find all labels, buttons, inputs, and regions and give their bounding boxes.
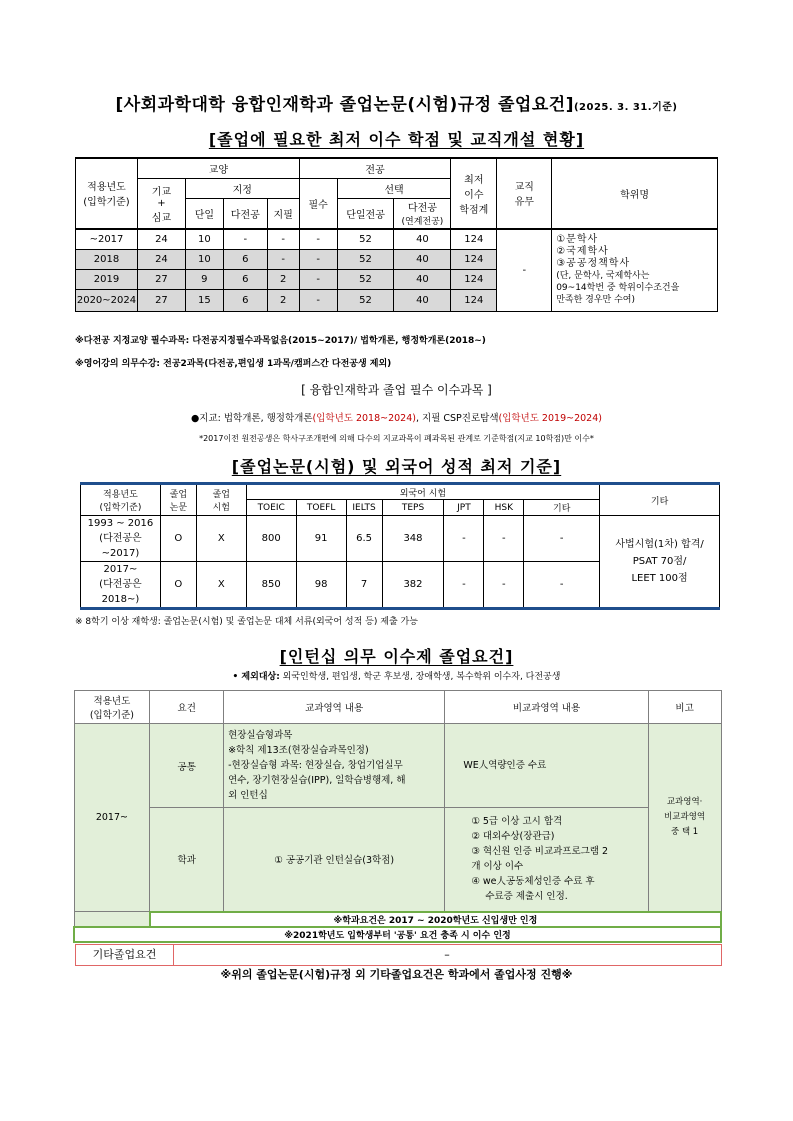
hdr-liberal: 교양 — [137, 158, 299, 179]
teaching-value: - — [497, 229, 552, 312]
hdr-basic: 기교 + 심교 — [137, 179, 185, 229]
section3-title — [0, 644, 793, 667]
section2-title — [0, 454, 793, 477]
hdr2-teps: TEPS — [382, 500, 444, 516]
hdr3-year: 적용년도 (입학기준) — [74, 691, 150, 724]
section2-title-text: [졸업논문(시험) 및 외국어 성적 최저 기준] — [231, 457, 562, 476]
hdr3-curr: 교과영역 내용 — [224, 691, 445, 724]
hdr-teaching: 교직 유무 — [497, 158, 552, 229]
hdr3-req: 요건 — [150, 691, 224, 724]
exclusion-line: • 제외대상: 외국인학생, 편입생, 학군 후보생, 장애학생, 복수학위 이수자, 다전공생 — [232, 672, 561, 682]
language-row: 1993 ~ 2016 (다전공은 ~2017) O X 800 91 6.5 348 - - - 사법시험(1차) 합격/ PSAT 70점/ LEET 100점 — [81, 516, 720, 562]
foot-common-rule: ※2021학년도 입학생부터 '공통' 요건 충족 시 이수 인정 — [74, 927, 721, 942]
required-courses-title: [ 융합인재학과 졸업 필수 이수과목 ] — [301, 383, 492, 397]
hdr2-etc: 기타 — [524, 500, 600, 516]
hdr-min-total: 최저 이수 학점계 — [451, 158, 497, 229]
language-table — [80, 482, 720, 610]
credits-row: 2020~2024 27 15 6 2 - 52 40 124 — [76, 289, 718, 311]
footer-note: ※위의 졸업논문(시험)규정 외 기타졸업요건은 학과에서 졸업사정 진행※ — [220, 968, 573, 981]
internship-year: 2017~ — [74, 724, 150, 912]
section3-title-text: [인턴십 의무 이수제 졸업요건] — [279, 647, 514, 666]
hdr3-noncurr: 비교과영역 내용 — [445, 691, 648, 724]
hdr2-other: 기타 — [600, 484, 720, 516]
required-courses-note: *2017이전 원전공생은 학사구조개편에 의해 다수의 지교과목이 폐과목된 관계로 기준학점(지교 10학점)만 이수* — [199, 434, 594, 443]
dept-curr: ① 공공기관 인턴실습(3학점) — [224, 808, 445, 912]
hdr2-jpt: JPT — [444, 500, 484, 516]
hdr-elective: 선택 — [337, 179, 451, 199]
dept-noncurr: ① 5급 이상 고시 합격 ② 대외수상(장관급) ③ 혁신원 인증 비교과프로그램 2 개 이상 이수 ④ we人공동체성인증 수료 후 수료증 제출시 인정. — [445, 808, 648, 912]
internship-table — [73, 690, 722, 943]
hdr-single: 단일 — [185, 199, 223, 229]
hdr-multi-major: 다전공 (연계전공) — [394, 199, 451, 229]
page-title — [0, 90, 793, 115]
hdr-single-major: 단일전공 — [337, 199, 394, 229]
required-courses-line: ●지교: 법학개론, 행정학개론(입학년도 2018~2024), 지필 CSP진로탐색(입학년도 2019~2024) — [191, 413, 602, 424]
page-title-date: (2025. 3. 31.기준) — [573, 102, 678, 113]
hdr2-hsk: HSK — [484, 500, 524, 516]
hdr-jipil: 지필 — [267, 199, 299, 229]
hdr-major: 전공 — [299, 158, 451, 179]
hdr2-year: 적용년도 (입학기준) — [81, 484, 161, 516]
note-multi-major: ※다전공 지정교양 필수과목: 다전공지정필수과목없음(2015~2017)/ 법학개론, 행정학개론(2018~) — [75, 336, 486, 346]
note-8th-semester: ※ 8학기 이상 재학생: 졸업논문(시험) 및 졸업논문 대체 서류(외국어 성적 등) 제출 가능 — [75, 617, 418, 627]
language-row: 2017~ (다전공은 2018~) O X 850 98 7 382 - - - — [81, 562, 720, 609]
req-dept: 학과 — [150, 808, 224, 912]
section1-title-text: [졸업에 필요한 최저 이수 학점 및 교직개설 현황] — [208, 130, 585, 149]
section1-title — [0, 127, 793, 150]
hdr-year: 적용년도 (입학기준) — [76, 158, 138, 229]
other-req-label: 기타졸업요건 — [76, 945, 174, 965]
hdr2-exam: 졸업 시험 — [196, 484, 246, 516]
common-curr: 현장실습형과목 ※학칙 제13조(현장실습과목인정) -현장실습형 과목: 현장실습, 창업기업실무 연수, 장기현장실습(IPP), 일학습병행제, 해 외 인턴십 — [224, 724, 445, 808]
hdr-designated: 지정 — [185, 179, 299, 199]
credits-row: 2019 27 9 6 2 - 52 40 124 — [76, 269, 718, 289]
hdr2-ielts: IELTS — [346, 500, 382, 516]
degree-list: ①문학사 ②국제학사 ③공공정책학사 (단, 문학사, 국제학사는 09~14학번 중 학위이수조건을 만족한 경우만 수여) — [552, 229, 718, 312]
remark: 교과영역· 비교과영역 중 택 1 — [648, 724, 721, 912]
other-req-value: – — [444, 948, 450, 961]
other-requirements: 사법시험(1차) 합격/ PSAT 70점/ LEET 100점 — [600, 516, 720, 609]
hdr2-thesis: 졸업 논문 — [160, 484, 196, 516]
page-title-text: [사회과학대학 융합인재학과 졸업논문(시험)규정 졸업요건] — [115, 95, 574, 115]
hdr-required: 필수 — [299, 179, 337, 229]
note-english: ※영어강의 의무수강: 전공2과목(다전공,편입생 1과목/캠퍼스간 다전공생 제외) — [75, 359, 392, 369]
hdr-double: 다전공 — [223, 199, 267, 229]
hdr2-toefl: TOEFL — [296, 500, 346, 516]
other-requirements-row — [75, 944, 722, 966]
hdr-degree: 학위명 — [552, 158, 718, 229]
hdr2-foreign: 외국어 시험 — [246, 484, 599, 500]
foot-dept-rule: ※학과요건은 2017 ~ 2020학년도 신입생만 인정 — [150, 912, 721, 927]
hdr2-toeic: TOEIC — [246, 500, 296, 516]
hdr3-remark: 비고 — [648, 691, 721, 724]
credits-table — [75, 157, 718, 312]
credits-row: 2018 24 10 6 - - 52 40 124 — [76, 249, 718, 269]
credits-row: ~2017 24 10 - - - 52 40 124 - ①문학사 ②국제학사 ③공공정책학사 (단, 문학사, 국제학사는 09~14학번 중 학위이수조건을 만족한 경우만 수여) — [76, 229, 718, 250]
req-common: 공통 — [150, 724, 224, 808]
common-noncurr: WE人역량인증 수료 — [445, 724, 648, 808]
